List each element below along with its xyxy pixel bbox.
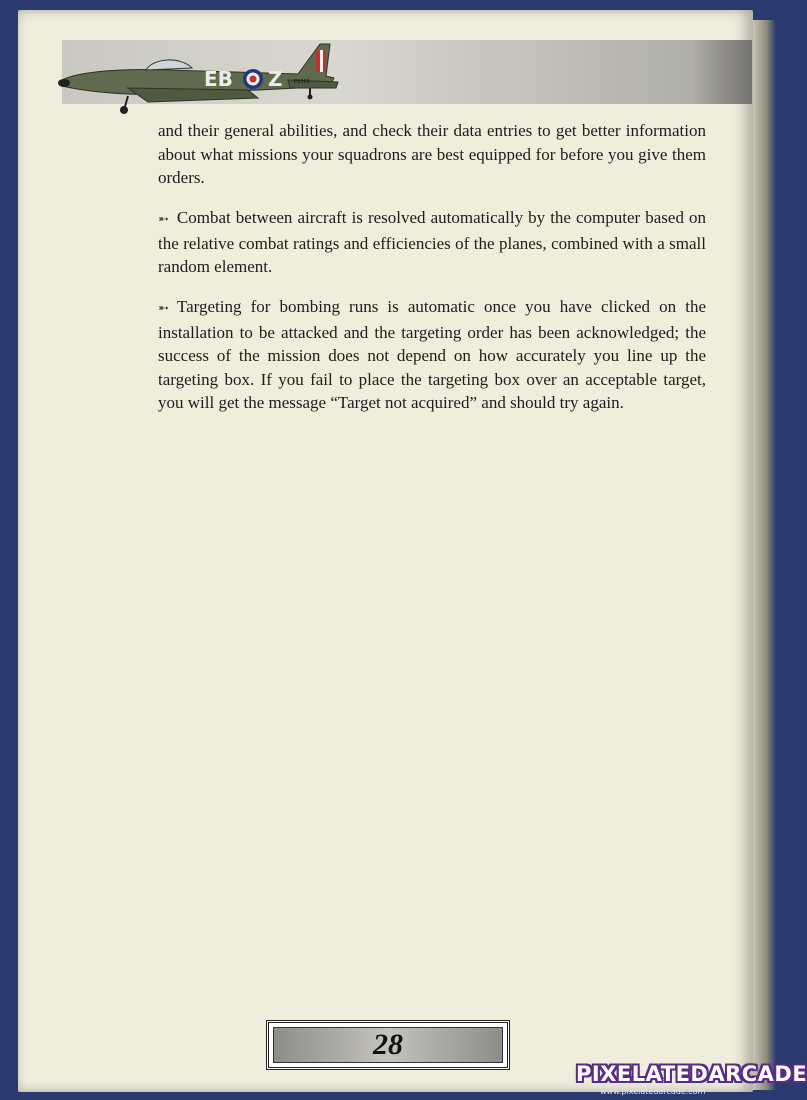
arrow-bullet-icon: ➵ [158, 301, 167, 316]
paragraph-text: and their general abilities, and check their data entries to get better information about what missions your squadrons are best equipped for before you give them orders. [158, 121, 706, 187]
paragraph-text: Targeting for bombing runs is automatic once you have clicked on the installation to be attacked and the targeting order has been acknowledged; the success of the mission does not depend on how accurately you line up the targeting box. If you fail to place the targeting box over an acceptable target, you will get the message “Target not acquired” and should try again. [158, 297, 706, 412]
page-number: 28 [373, 1028, 403, 1061]
paragraph-combat [158, 206, 706, 279]
arrow-bullet-icon: ➵ [158, 212, 167, 227]
watermark-brand: PIXELATEDARCADE [576, 1062, 807, 1086]
bleed-through-text [110, 420, 720, 980]
spitfire-illustration [58, 36, 358, 116]
paragraph-targeting [158, 295, 706, 415]
plane-code-letter-z: Z [268, 67, 283, 91]
paragraph-continuation [158, 119, 706, 190]
watermark-url: www.pixelatedarcade.com [600, 1087, 706, 1096]
paragraph-text: Combat between aircraft is resolved automatically by the computer based on the relative combat ratings and efficiencies of the planes, combined with a small random element. [158, 208, 706, 276]
page-binding-shadow [753, 20, 776, 1090]
page-number-box [266, 1020, 510, 1070]
plane-serial: P9368 [294, 79, 310, 85]
plane-code-letters: EB [204, 67, 233, 91]
